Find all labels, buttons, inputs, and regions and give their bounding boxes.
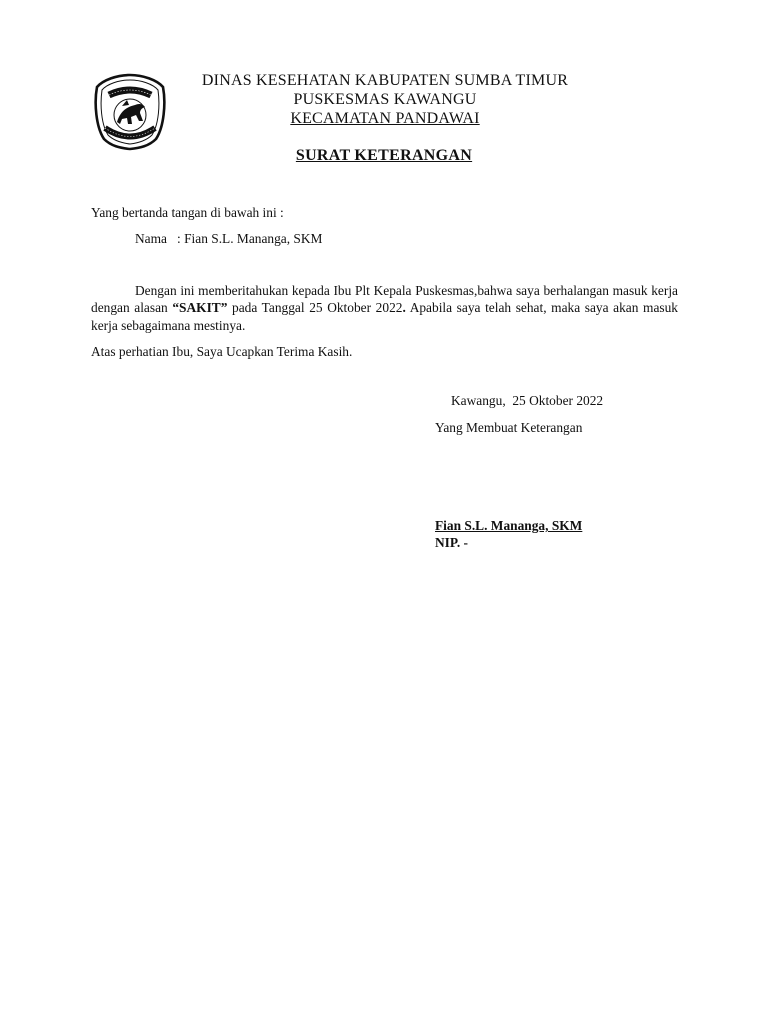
place-date: Kawangu, 25 Oktober 2022 xyxy=(451,393,604,408)
reason-text: “SAKIT” xyxy=(172,300,228,316)
body-part-3: Apabila saya telah sehat, maka saya akan masuk kerja sebagaimana mestinya. xyxy=(91,300,679,333)
name-field xyxy=(135,230,322,247)
body-paragraph xyxy=(91,282,678,334)
signer-name: Fian S.L. Mananga, SKM xyxy=(435,518,583,533)
name-separator: : xyxy=(177,231,181,246)
sumba-timur-logo xyxy=(93,73,167,151)
letterhead-line-1: DINAS KESEHATAN KABUPATEN SUMBA TIMUR xyxy=(201,72,569,89)
letterhead-line-3: KECAMATAN PANDAWAI xyxy=(290,110,480,127)
closing-text: Atas perhatian Ibu, Saya Ucapkan Terima Kasih. xyxy=(91,344,353,359)
body-part-2: pada Tanggal 25 Oktober 2022 xyxy=(227,300,403,316)
body-dot: . xyxy=(402,300,406,316)
signer-nip: NIP. - xyxy=(435,535,468,550)
name-value: Fian S.L. Mananga, SKM xyxy=(184,231,323,246)
letter-title: SURAT KETERANGAN xyxy=(295,147,473,164)
intro-text: Yang bertanda tangan di bawah ini : xyxy=(91,205,284,220)
letterhead xyxy=(170,71,600,128)
letterhead-line-2: PUSKESMAS KAWANGU xyxy=(293,91,477,108)
signer-role: Yang Membuat Keterangan xyxy=(435,420,583,435)
body-part-1: Dengan ini memberitahukan kepada Ibu Plt Kepala Puskesmas,bahwa saya berhalangan masuk kerja dengan alasan xyxy=(91,283,678,316)
name-label: Nama xyxy=(135,231,167,246)
